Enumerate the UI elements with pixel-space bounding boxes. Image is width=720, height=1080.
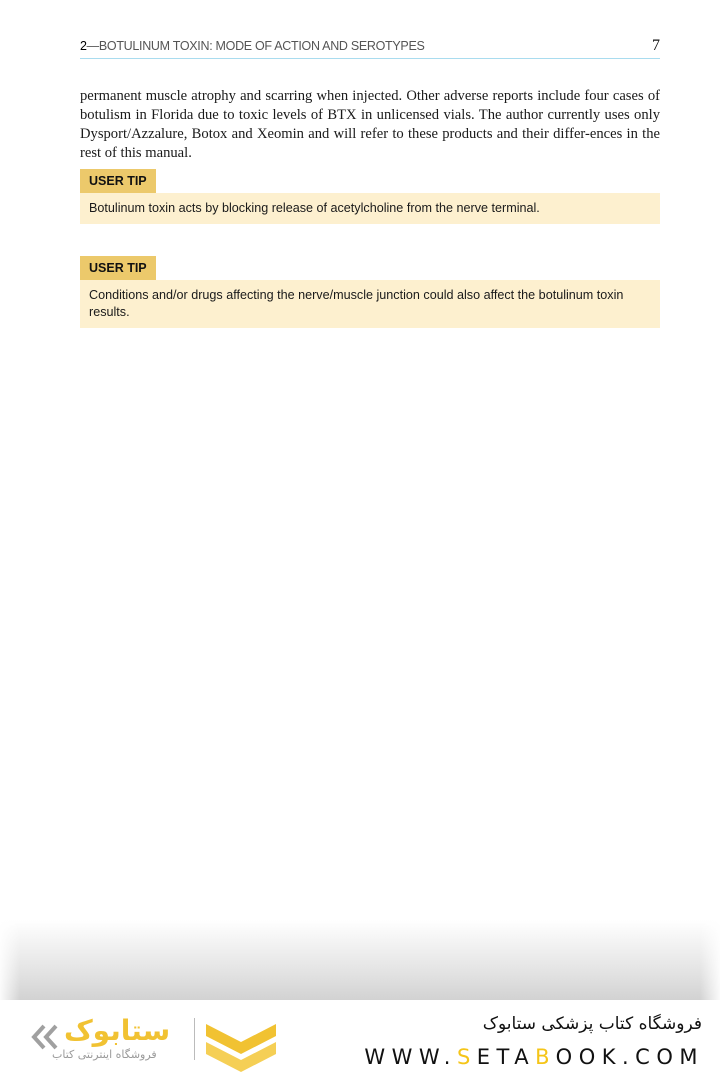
tip-text: Conditions and/or drugs affecting the nerve/muscle junction could also affect the botulinum toxin results.	[80, 280, 660, 328]
tip-text: Botulinum toxin acts by blocking release of acetylcholine from the nerve terminal.	[80, 193, 660, 224]
watermark-footer	[0, 1000, 720, 1080]
chevron-badge-icon	[206, 1020, 276, 1074]
chapter-heading	[80, 39, 425, 53]
setabook-logo	[30, 1010, 280, 1070]
store-url: WWW.SETABOOK.COM	[364, 1045, 704, 1069]
logo-wordmark: ستابوک	[64, 1014, 171, 1047]
logo-subtitle: فروشگاه اینترنتی کتاب	[52, 1048, 157, 1061]
double-chevron-icon	[30, 1024, 60, 1050]
body-paragraph: permanent muscle atrophy and scarring when injected. Other adverse reports include four cases of botulism in Florida due to toxic levels of BTX in unlicensed vials. The author currently uses only Dysport/Azzalure, Botox and Xeomin and will refer to these products and their differ-ences in the rest of this manual.	[80, 88, 660, 161]
tip-label: USER TIP	[80, 256, 156, 280]
user-tip-1	[80, 169, 660, 224]
logo-divider	[194, 1018, 195, 1060]
chapter-number: 2	[80, 39, 87, 53]
running-head	[80, 38, 660, 59]
chapter-title: —BOTULINUM TOXIN: MODE OF ACTION AND SEROTYPES	[86, 39, 425, 53]
page-number: 7	[652, 37, 660, 54]
store-name: فروشگاه کتاب پزشکی ستابوک	[482, 1014, 702, 1034]
user-tip-2	[80, 256, 660, 328]
tip-label: USER TIP	[80, 169, 156, 193]
page-bottom-shadow	[0, 920, 720, 1000]
